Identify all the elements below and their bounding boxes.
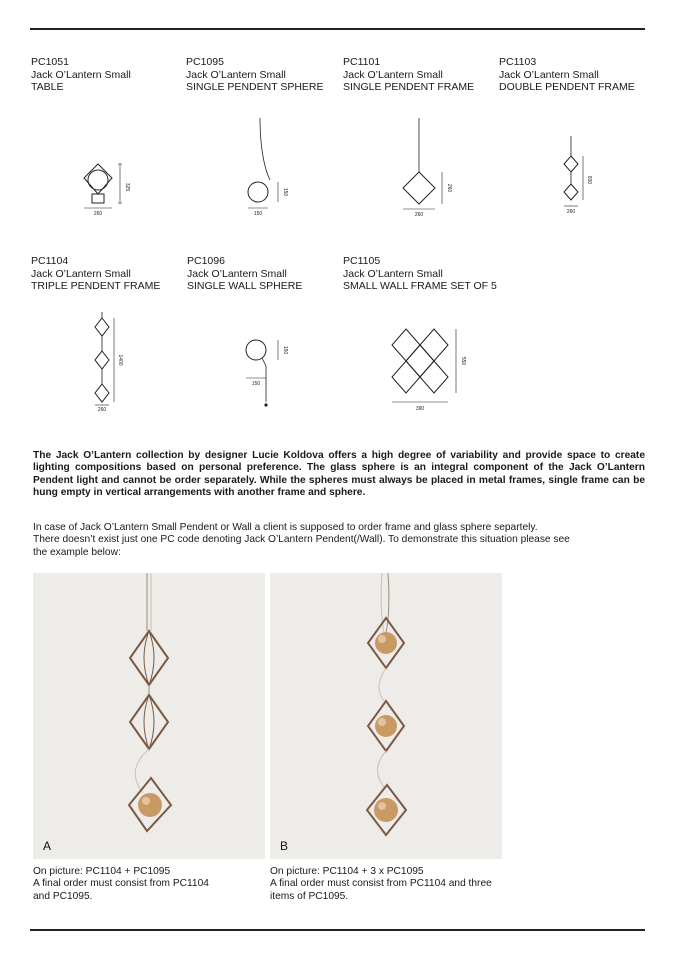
photo-label: A	[43, 839, 52, 853]
caption-order: A final order must consist from PC1104	[33, 878, 209, 890]
caption-order: items of PC1095.	[270, 890, 349, 902]
note-line: the example below:	[33, 546, 121, 558]
example-caption-b	[270, 866, 510, 903]
dim-width: 260	[414, 212, 424, 218]
drawing-pc1095	[240, 116, 300, 222]
drawing-pc1105	[384, 325, 474, 415]
dim-height: 830	[586, 175, 592, 185]
dim-width: 150	[253, 211, 263, 217]
product-type: TRIPLE PENDENT FRAME	[31, 280, 161, 292]
product-pc1101	[343, 56, 474, 94]
product-type: SINGLE PENDENT SPHERE	[186, 81, 324, 93]
drawing-pc1104	[86, 312, 136, 414]
dim-height: 150	[282, 345, 288, 355]
product-name: Jack O’Lantern Small	[499, 68, 599, 81]
photo-label: B	[280, 839, 289, 853]
product-name: Jack O’Lantern Small	[31, 267, 131, 280]
caption-order: A final order must consist from PC1104 and three	[270, 878, 492, 890]
product-code: PC1095	[186, 56, 224, 68]
note-line: In case of Jack O’Lantern Small Pendent or Wall a client is supposed to order frame and glass sphere separtely.	[33, 522, 538, 533]
product-code: PC1096	[187, 255, 225, 267]
drawing-pc1101	[398, 116, 458, 222]
product-name: Jack O’Lantern Small	[187, 267, 287, 280]
ordering-note	[33, 522, 645, 559]
caption-order: and PC1095.	[33, 890, 93, 902]
dim-height: 260	[446, 183, 452, 193]
dim-height: 550	[460, 356, 466, 366]
product-type: DOUBLE PENDENT FRAME	[499, 81, 635, 93]
product-code: PC1105	[343, 255, 381, 267]
product-name: Jack O’Lantern Small	[343, 267, 443, 280]
product-pc1104	[31, 255, 160, 293]
caption-picture: On picture: PC1104 + 3 x PC1095	[270, 866, 424, 877]
product-name: Jack O’Lantern Small	[343, 68, 443, 81]
top-rule	[30, 28, 645, 30]
product-pc1103	[499, 56, 635, 94]
product-code: PC1051	[31, 56, 69, 68]
dim-height: 150	[282, 187, 288, 197]
caption-picture: On picture: PC1104 + PC1095	[33, 866, 171, 877]
example-photo-b	[270, 573, 502, 859]
product-pc1051	[31, 56, 131, 94]
product-name: Jack O’Lantern Small	[186, 68, 286, 81]
product-pc1096	[187, 255, 302, 293]
product-code: PC1103	[499, 56, 537, 68]
product-code: PC1101	[343, 56, 381, 68]
dim-width: 260	[566, 209, 576, 215]
dim-width: 260	[97, 407, 107, 413]
drawing-pc1096	[240, 336, 300, 412]
product-pc1095	[186, 56, 324, 94]
dim-width: 150	[251, 381, 261, 387]
dim-height: 325	[124, 182, 130, 192]
product-name: Jack O’Lantern Small	[31, 68, 131, 81]
product-type: SINGLE PENDENT FRAME	[343, 81, 475, 93]
intro-paragraph: The Jack O’Lantern collection by designer Lucie Koldova offers a high degree of variability and provide space to create lighting compositions based on personal preference. The glass sphere is an integral component of the Jack O’Lantern Pendent light and cannot be order separately. While the spheres must always be placed in metal frames, single frame can be hung empty in vertical arrangements with another frame and sphere.	[33, 450, 645, 498]
dim-height: 1400	[117, 354, 123, 366]
drawing-pc1051	[78, 160, 138, 218]
dim-width: 260	[93, 211, 103, 217]
product-type: SINGLE WALL SPHERE	[187, 280, 303, 292]
product-type: SMALL WALL FRAME SET OF 5	[343, 280, 497, 292]
bottom-rule	[30, 929, 645, 931]
drawing-pc1103	[555, 136, 605, 218]
product-type: TABLE	[31, 81, 64, 93]
note-line: There doesn’t exist just one PC code denoting Jack O’Lantern Pendent(/Wall). To demonstrate this situation please see	[33, 534, 570, 546]
dim-width: 390	[415, 406, 425, 412]
product-code: PC1104	[31, 255, 69, 267]
product-pc1105	[343, 255, 497, 293]
example-photo-a	[33, 573, 265, 859]
example-caption-a	[33, 866, 273, 903]
